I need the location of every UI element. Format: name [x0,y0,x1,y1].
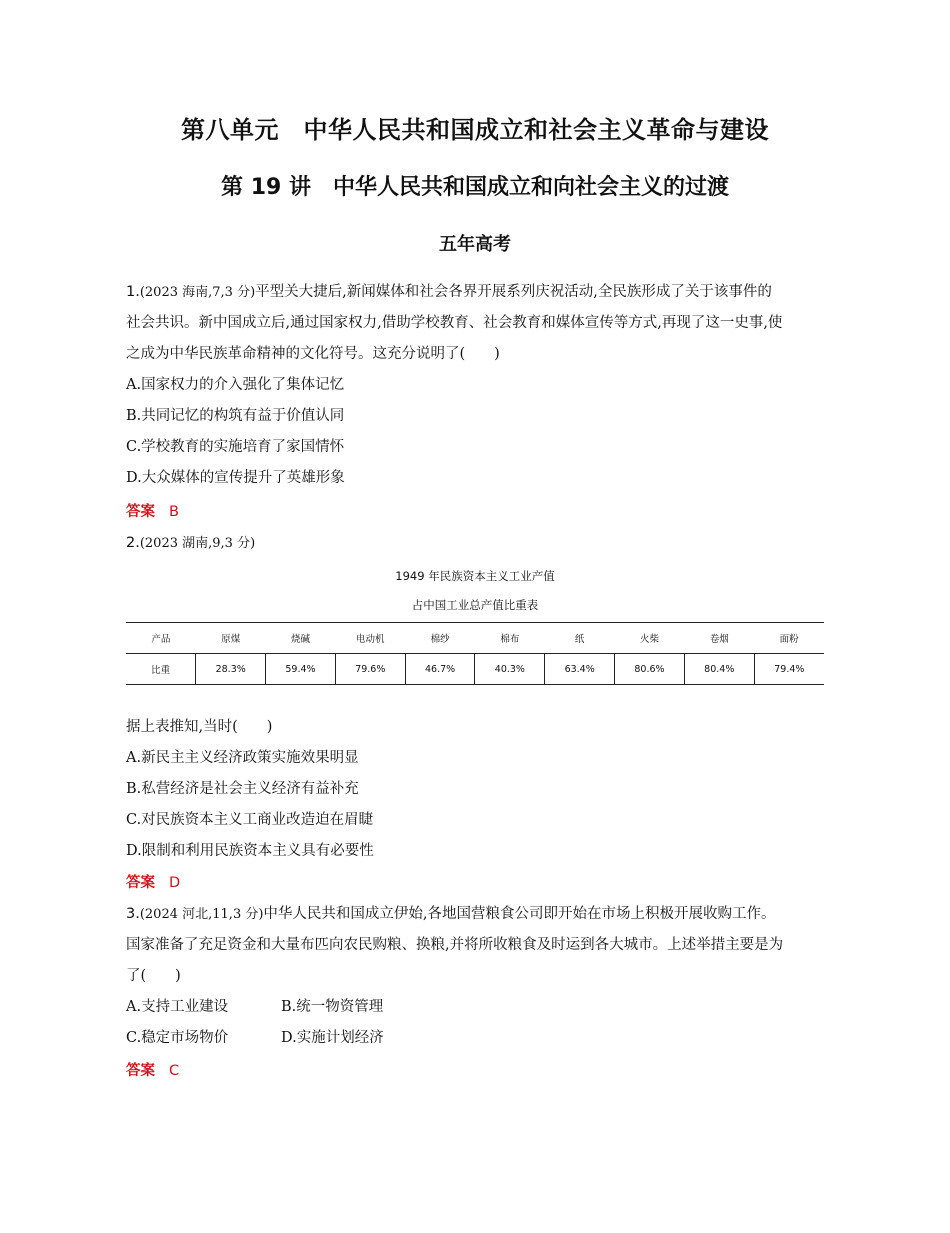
option-b: B.共同记忆的构筑有益于价值认同 [126,408,345,424]
answer-line [126,873,180,893]
question-number: 3. [126,906,140,922]
option-b: B.统一物资管理 [281,999,384,1015]
option-d: D.限制和利用民族资本主义具有必要性 [126,843,374,859]
table-cell: 46.7% [405,654,475,685]
answer-label: 答案 [126,1063,155,1079]
table-caption-1: 1949 年民族资本主义工业产值 [395,569,555,583]
option-a: A.新民主主义经济政策实施效果明显 [126,750,359,766]
table-header-cell: 棉纱 [405,623,475,654]
table-header-cell: 原煤 [196,623,266,654]
question-source: (2024 河北,11,3 分) [139,907,264,922]
option-c: C.学校教育的实施培育了家国情怀 [126,439,345,455]
option-c: C.稳定市场物价 [126,1030,229,1046]
table-header-cell: 火柴 [615,623,685,654]
table-header-cell: 棉布 [475,623,545,654]
unit-title: 第八单元 中华人民共和国成立和社会主义革命与建设 [181,116,769,144]
data-table [126,622,824,685]
option-d: D.大众媒体的宣传提升了英雄形象 [126,470,345,486]
table-header-cell: 电动机 [335,623,405,654]
table-caption-2: 占中国工业总产值比重表 [411,598,539,612]
option-c: C.对民族资本主义工商业改造迫在眉睫 [126,812,374,828]
table-header-cell: 烧碱 [266,623,336,654]
section-title: 五年高考 [439,234,511,255]
table-cell: 28.3% [196,654,266,685]
question-source: (2023 湖南,9,3 分) [139,536,256,551]
lecture-title: 第 19 讲 中华人民共和国成立和向社会主义的过渡 [221,175,729,200]
question-2-line-1 [126,533,255,554]
table-header-cell: 纸 [545,623,615,654]
question-3-line-1 [126,904,776,925]
answer-line [126,502,179,522]
table-header-cell: 面粉 [754,623,824,654]
table-header-cell: 产品 [126,623,196,654]
question-source: (2023 海南,7,3 分) [139,285,256,300]
option-d: D.实施计划经济 [281,1030,384,1046]
option-a: A.国家权力的介入强化了集体记忆 [126,377,345,393]
answer-line [126,1061,179,1081]
answer-label: 答案 [126,875,155,891]
table-cell: 80.6% [615,654,685,685]
table-cell: 79.4% [754,654,824,685]
table-cell: 比重 [126,654,196,685]
answer-key: C [169,1063,180,1079]
options-row-1 [126,997,383,1017]
option-a: A.支持工业建设 [126,999,229,1015]
table-cell: 79.6% [335,654,405,685]
answer-key: B [169,504,179,520]
answer-label: 答案 [126,504,155,520]
table-cell: 40.3% [475,654,545,685]
option-b: B.私营经济是社会主义经济有益补充 [126,781,359,797]
question-number: 1. [126,284,140,300]
table-header-cell: 卷烟 [684,623,754,654]
question-number: 2. [126,535,140,551]
question-2-stem: 据上表推知,当时( ) [126,719,273,735]
question-1-line-1 [126,282,772,303]
table-row [126,654,824,685]
question-1-line-3: 之成为中华民族革命精神的文化符号。这充分说明了( ) [126,346,500,362]
options-row-2 [126,1028,384,1048]
question-3-line-3: 了( ) [126,968,181,984]
question-stem: 平型关大捷后,新闻媒体和社会各界开展系列庆祝活动,全民族形成了关于该事件的 [255,284,772,300]
answer-key: D [169,875,181,891]
table-cell: 63.4% [545,654,615,685]
table-header-row [126,623,824,654]
table-cell: 59.4% [266,654,336,685]
question-3-line-2: 国家准备了充足资金和大量布匹向农民购粮、换粮,并将所收粮食及时运到各大城市。上述举措主要是为 [126,937,784,953]
question-1-line-2: 社会共识。新中国成立后,通过国家权力,借助学校教育、社会教育和媒体宣传等方式,再现了这一史事,使 [126,315,783,331]
question-stem: 中华人民共和国成立伊始,各地国营粮食公司即开始在市场上积极开展收购工作。 [263,906,776,922]
table-cell: 80.4% [684,654,754,685]
